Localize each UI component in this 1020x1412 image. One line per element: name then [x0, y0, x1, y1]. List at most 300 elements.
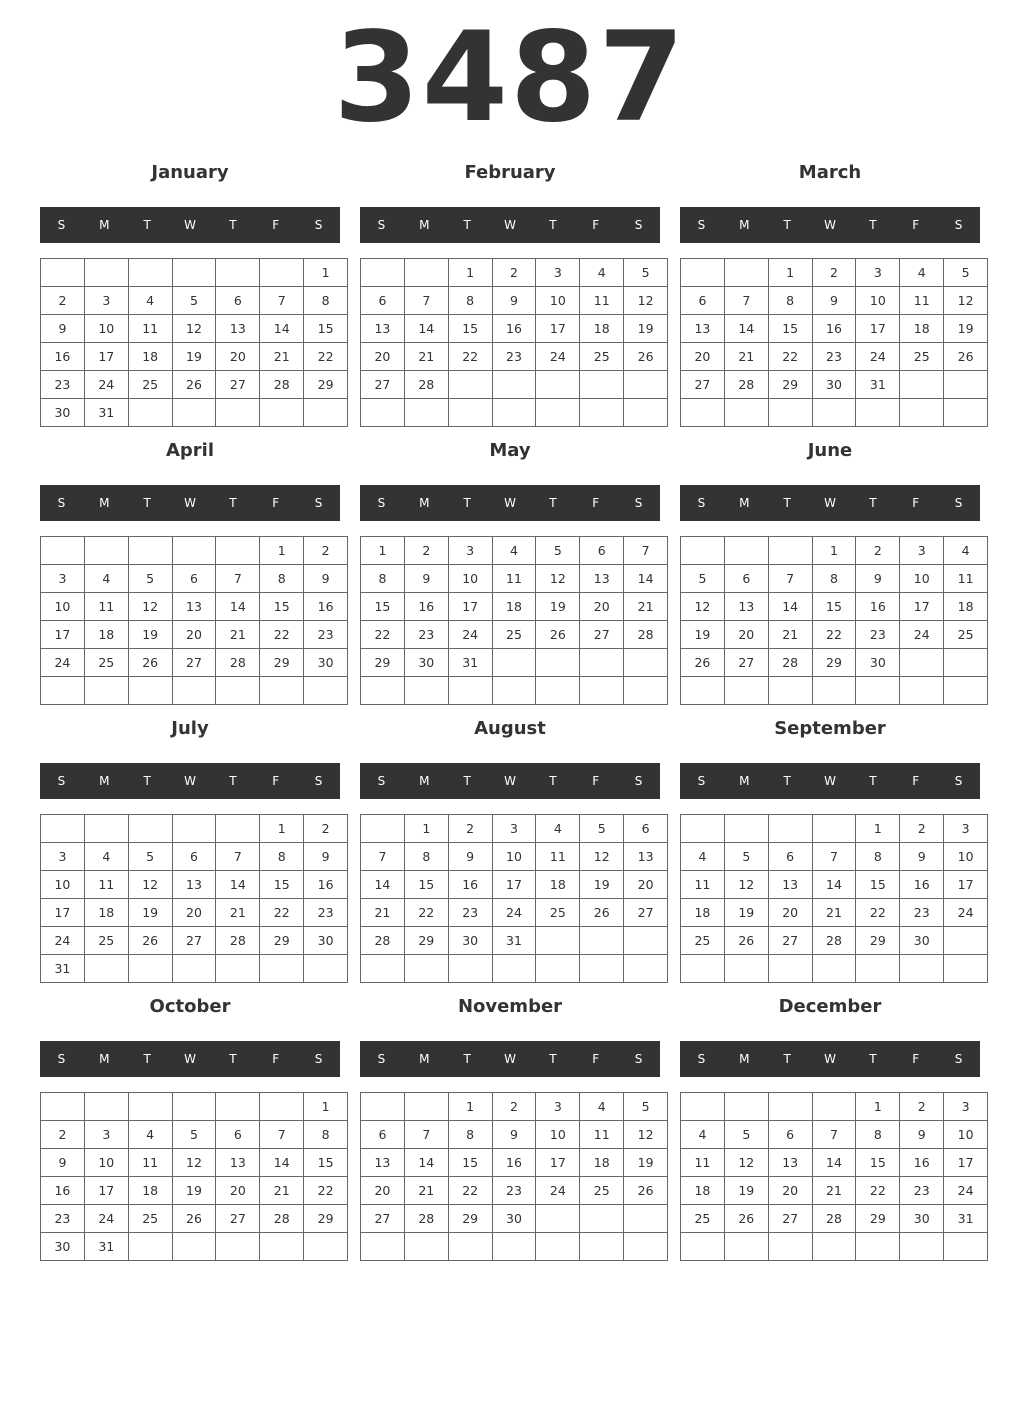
weekday-label: M [99, 774, 110, 788]
day-cell [900, 1233, 944, 1261]
day-cell: 1 [448, 259, 492, 287]
day-grid [680, 536, 988, 705]
day-cell: 4 [900, 259, 944, 287]
day-cell: 31 [41, 955, 85, 983]
day-cell: 5 [128, 565, 172, 593]
day-cell: 5 [944, 259, 988, 287]
day-cell: 8 [812, 565, 856, 593]
day-cell: 3 [856, 259, 900, 287]
day-cell: 2 [41, 287, 85, 315]
day-cell: 19 [624, 315, 668, 343]
day-cell: 6 [216, 287, 260, 315]
day-cell: 25 [84, 927, 128, 955]
day-cell: 31 [856, 371, 900, 399]
week-row [41, 259, 348, 287]
day-cell: 22 [361, 621, 405, 649]
day-grid [40, 258, 348, 427]
day-cell: 27 [216, 371, 260, 399]
day-cell: 9 [41, 1149, 85, 1177]
weekday-label: S [57, 496, 66, 510]
weekday-label: S [954, 774, 963, 788]
day-cell: 10 [448, 565, 492, 593]
day-cell [172, 259, 216, 287]
day-cell [580, 677, 624, 705]
day-cell: 10 [536, 287, 580, 315]
day-cell: 17 [41, 899, 85, 927]
day-cell: 24 [448, 621, 492, 649]
day-cell: 22 [856, 1177, 900, 1205]
day-cell [404, 1233, 448, 1261]
day-cell: 6 [681, 287, 725, 315]
day-cell: 12 [724, 1149, 768, 1177]
day-cell: 13 [724, 593, 768, 621]
day-cell [84, 537, 128, 565]
day-cell [448, 955, 492, 983]
week-row [361, 621, 668, 649]
day-cell: 27 [624, 899, 668, 927]
day-grid [40, 536, 348, 705]
day-cell: 13 [580, 565, 624, 593]
day-cell: 30 [304, 927, 348, 955]
week-row [41, 621, 348, 649]
day-cell [448, 1233, 492, 1261]
day-cell: 27 [172, 927, 216, 955]
day-cell: 16 [856, 593, 900, 621]
day-cell [812, 1093, 856, 1121]
weekday-label: S [57, 1052, 66, 1066]
weekday-header [360, 207, 660, 243]
day-cell: 24 [944, 1177, 988, 1205]
day-cell: 2 [856, 537, 900, 565]
day-cell [580, 399, 624, 427]
weekday-label: T [869, 774, 877, 788]
day-cell: 23 [41, 1205, 85, 1233]
day-cell: 27 [768, 927, 812, 955]
day-cell: 31 [492, 927, 536, 955]
day-cell: 3 [944, 1093, 988, 1121]
day-grid [40, 1092, 348, 1261]
day-cell: 21 [624, 593, 668, 621]
day-cell [41, 259, 85, 287]
month-name: August [474, 718, 546, 739]
day-cell [172, 1233, 216, 1261]
weekday-label: W [824, 1052, 836, 1066]
day-cell: 9 [812, 287, 856, 315]
day-cell: 24 [536, 1177, 580, 1205]
day-cell: 31 [84, 399, 128, 427]
weekday-label: T [143, 1052, 151, 1066]
weekday-label: M [419, 1052, 430, 1066]
day-cell: 28 [812, 1205, 856, 1233]
day-cell: 23 [856, 621, 900, 649]
day-cell: 13 [768, 1149, 812, 1177]
day-cell: 1 [260, 815, 304, 843]
day-cell: 24 [536, 343, 580, 371]
day-cell [812, 955, 856, 983]
weekday-label: T [869, 218, 877, 232]
weekday-label: S [314, 1052, 323, 1066]
day-cell: 9 [900, 1121, 944, 1149]
week-row [361, 955, 668, 983]
day-cell: 30 [900, 927, 944, 955]
week-row [681, 399, 988, 427]
week-row [681, 1177, 988, 1205]
weekday-label: F [592, 496, 600, 510]
day-cell [624, 649, 668, 677]
day-cell: 3 [41, 843, 85, 871]
weekday-label: T [783, 774, 791, 788]
day-cell: 18 [84, 621, 128, 649]
day-cell: 23 [492, 1177, 536, 1205]
day-cell [768, 955, 812, 983]
day-cell: 30 [900, 1205, 944, 1233]
day-cell: 15 [260, 593, 304, 621]
day-cell [536, 399, 580, 427]
day-cell: 26 [172, 371, 216, 399]
weekday-label: M [419, 218, 430, 232]
week-row [681, 1121, 988, 1149]
day-cell: 20 [580, 593, 624, 621]
day-cell: 31 [448, 649, 492, 677]
day-cell: 23 [900, 899, 944, 927]
month-name: July [171, 718, 209, 739]
weekday-label: T [143, 496, 151, 510]
day-cell [724, 815, 768, 843]
day-cell [172, 1093, 216, 1121]
day-cell: 25 [681, 927, 725, 955]
day-cell: 4 [944, 537, 988, 565]
day-cell: 12 [624, 1121, 668, 1149]
weekday-header [360, 1041, 660, 1077]
day-cell: 28 [404, 1205, 448, 1233]
day-cell: 18 [681, 1177, 725, 1205]
day-cell: 28 [216, 927, 260, 955]
weekday-label: T [229, 496, 237, 510]
weekday-header [680, 207, 980, 243]
day-grid [360, 258, 668, 427]
day-cell [404, 399, 448, 427]
weekday-header [680, 485, 980, 521]
day-cell: 18 [944, 593, 988, 621]
day-cell: 26 [944, 343, 988, 371]
day-cell [304, 1233, 348, 1261]
day-cell [856, 955, 900, 983]
week-row [681, 955, 988, 983]
week-row [361, 871, 668, 899]
day-cell [900, 677, 944, 705]
day-cell [172, 537, 216, 565]
day-cell: 8 [260, 843, 304, 871]
weekday-label: T [229, 1052, 237, 1066]
day-cell: 26 [624, 343, 668, 371]
day-cell: 25 [84, 649, 128, 677]
weekday-label: S [314, 218, 323, 232]
day-cell: 17 [492, 871, 536, 899]
week-row [361, 593, 668, 621]
day-cell: 14 [768, 593, 812, 621]
day-cell: 25 [681, 1205, 725, 1233]
day-cell: 22 [260, 621, 304, 649]
day-cell [944, 371, 988, 399]
day-cell: 21 [404, 1177, 448, 1205]
day-cell: 11 [128, 1149, 172, 1177]
day-cell: 20 [172, 899, 216, 927]
week-row [41, 1149, 348, 1177]
weekday-label: F [272, 774, 280, 788]
week-row [681, 815, 988, 843]
day-cell: 22 [304, 1177, 348, 1205]
weekday-label: S [314, 496, 323, 510]
day-grid [680, 814, 988, 983]
week-row [361, 315, 668, 343]
day-cell: 30 [448, 927, 492, 955]
day-cell: 6 [624, 815, 668, 843]
day-cell: 3 [492, 815, 536, 843]
day-cell: 14 [724, 315, 768, 343]
day-cell: 8 [304, 1121, 348, 1149]
day-cell [41, 677, 85, 705]
day-cell: 14 [624, 565, 668, 593]
day-cell: 13 [216, 1149, 260, 1177]
day-cell [768, 1093, 812, 1121]
day-cell: 7 [260, 1121, 304, 1149]
week-row [41, 287, 348, 315]
day-cell [812, 677, 856, 705]
day-cell [128, 1233, 172, 1261]
day-cell: 19 [128, 899, 172, 927]
day-cell: 15 [856, 871, 900, 899]
day-cell: 19 [172, 343, 216, 371]
day-cell [128, 1093, 172, 1121]
week-row [681, 843, 988, 871]
day-cell: 9 [856, 565, 900, 593]
day-cell: 6 [361, 1121, 405, 1149]
weekday-label: T [143, 774, 151, 788]
week-row [361, 1149, 668, 1177]
weekday-label: W [504, 1052, 516, 1066]
day-cell: 10 [84, 1149, 128, 1177]
week-row [681, 677, 988, 705]
day-cell: 14 [260, 315, 304, 343]
day-cell: 15 [768, 315, 812, 343]
day-cell [724, 399, 768, 427]
day-cell [492, 677, 536, 705]
day-cell: 28 [216, 649, 260, 677]
day-cell: 4 [84, 565, 128, 593]
week-row [41, 815, 348, 843]
week-row [41, 371, 348, 399]
day-cell: 17 [84, 1177, 128, 1205]
day-cell [580, 1233, 624, 1261]
day-cell: 13 [624, 843, 668, 871]
day-cell: 21 [216, 899, 260, 927]
day-cell [361, 259, 405, 287]
day-cell [128, 537, 172, 565]
day-cell [724, 259, 768, 287]
weekday-header [360, 763, 660, 799]
weekday-header [40, 1041, 340, 1077]
week-row [681, 1205, 988, 1233]
day-cell: 30 [492, 1205, 536, 1233]
month-name: May [489, 440, 531, 461]
weekday-header [360, 485, 660, 521]
day-cell: 29 [304, 1205, 348, 1233]
week-row [361, 927, 668, 955]
weekday-header [680, 763, 980, 799]
day-cell: 28 [812, 927, 856, 955]
day-cell: 5 [536, 537, 580, 565]
day-cell: 10 [84, 315, 128, 343]
day-cell: 23 [404, 621, 448, 649]
day-cell [172, 955, 216, 983]
day-cell: 25 [944, 621, 988, 649]
day-cell [944, 649, 988, 677]
day-cell: 28 [724, 371, 768, 399]
day-cell: 7 [260, 287, 304, 315]
day-cell: 27 [580, 621, 624, 649]
day-cell: 20 [624, 871, 668, 899]
day-cell: 11 [944, 565, 988, 593]
week-row [361, 565, 668, 593]
month-name: February [464, 162, 556, 183]
day-cell: 28 [361, 927, 405, 955]
day-cell: 2 [492, 259, 536, 287]
day-cell: 12 [128, 593, 172, 621]
day-cell: 20 [724, 621, 768, 649]
day-cell: 1 [361, 537, 405, 565]
day-cell [260, 955, 304, 983]
week-row [41, 927, 348, 955]
day-cell [361, 1233, 405, 1261]
day-cell [361, 399, 405, 427]
day-cell [260, 677, 304, 705]
day-cell: 13 [681, 315, 725, 343]
weekday-label: M [419, 496, 430, 510]
weekday-label: S [697, 496, 706, 510]
week-row [681, 621, 988, 649]
week-row [41, 843, 348, 871]
day-cell: 1 [304, 259, 348, 287]
weekday-label: T [783, 218, 791, 232]
weekday-label: W [824, 496, 836, 510]
day-cell: 16 [492, 1149, 536, 1177]
day-cell: 2 [900, 1093, 944, 1121]
day-cell: 10 [536, 1121, 580, 1149]
day-cell: 27 [216, 1205, 260, 1233]
day-cell: 7 [724, 287, 768, 315]
day-cell: 2 [812, 259, 856, 287]
day-cell: 15 [260, 871, 304, 899]
day-cell: 24 [856, 343, 900, 371]
day-cell [404, 955, 448, 983]
day-cell: 20 [681, 343, 725, 371]
day-cell: 13 [172, 871, 216, 899]
day-cell: 29 [856, 1205, 900, 1233]
week-row [361, 815, 668, 843]
day-cell: 10 [944, 843, 988, 871]
day-cell: 3 [448, 537, 492, 565]
day-cell: 8 [361, 565, 405, 593]
day-cell: 12 [172, 315, 216, 343]
weekday-label: T [783, 1052, 791, 1066]
week-row [41, 955, 348, 983]
day-cell: 4 [580, 259, 624, 287]
weekday-label: M [99, 496, 110, 510]
day-grid [680, 1092, 988, 1261]
day-cell: 8 [448, 287, 492, 315]
weekday-label: M [739, 218, 750, 232]
day-cell: 24 [900, 621, 944, 649]
day-cell [536, 371, 580, 399]
day-cell [404, 677, 448, 705]
day-cell: 26 [724, 1205, 768, 1233]
week-row [41, 1121, 348, 1149]
day-cell: 1 [404, 815, 448, 843]
day-cell: 20 [361, 343, 405, 371]
day-cell [448, 399, 492, 427]
day-cell [536, 927, 580, 955]
day-cell: 26 [172, 1205, 216, 1233]
day-cell: 11 [84, 593, 128, 621]
day-cell [681, 399, 725, 427]
day-cell: 17 [944, 871, 988, 899]
day-cell [448, 371, 492, 399]
month-name: September [774, 718, 886, 739]
weekday-label: T [549, 218, 557, 232]
week-row [361, 649, 668, 677]
day-cell: 25 [128, 371, 172, 399]
week-row [681, 343, 988, 371]
month-name: October [149, 996, 231, 1017]
day-cell: 17 [856, 315, 900, 343]
day-cell: 30 [404, 649, 448, 677]
day-cell: 5 [624, 259, 668, 287]
weekday-label: T [869, 496, 877, 510]
day-cell: 29 [812, 649, 856, 677]
day-cell: 4 [536, 815, 580, 843]
week-row [681, 371, 988, 399]
day-cell [216, 399, 260, 427]
day-cell: 31 [84, 1233, 128, 1261]
day-cell: 12 [128, 871, 172, 899]
day-cell: 17 [536, 1149, 580, 1177]
day-cell: 9 [404, 565, 448, 593]
day-cell [944, 955, 988, 983]
day-cell: 9 [900, 843, 944, 871]
day-cell: 12 [172, 1149, 216, 1177]
day-grid [360, 1092, 668, 1261]
day-cell: 18 [681, 899, 725, 927]
week-row [361, 1093, 668, 1121]
weekday-label: T [549, 1052, 557, 1066]
weekday-label: W [824, 218, 836, 232]
day-cell: 21 [724, 343, 768, 371]
day-cell [404, 259, 448, 287]
day-cell: 12 [624, 287, 668, 315]
day-cell: 24 [492, 899, 536, 927]
day-cell: 11 [900, 287, 944, 315]
day-cell: 15 [304, 1149, 348, 1177]
day-cell [216, 677, 260, 705]
day-cell: 14 [260, 1149, 304, 1177]
day-cell: 6 [724, 565, 768, 593]
week-row [41, 677, 348, 705]
day-cell: 23 [304, 621, 348, 649]
day-cell: 5 [724, 1121, 768, 1149]
day-cell: 5 [681, 565, 725, 593]
day-cell: 18 [128, 1177, 172, 1205]
day-cell: 30 [41, 399, 85, 427]
